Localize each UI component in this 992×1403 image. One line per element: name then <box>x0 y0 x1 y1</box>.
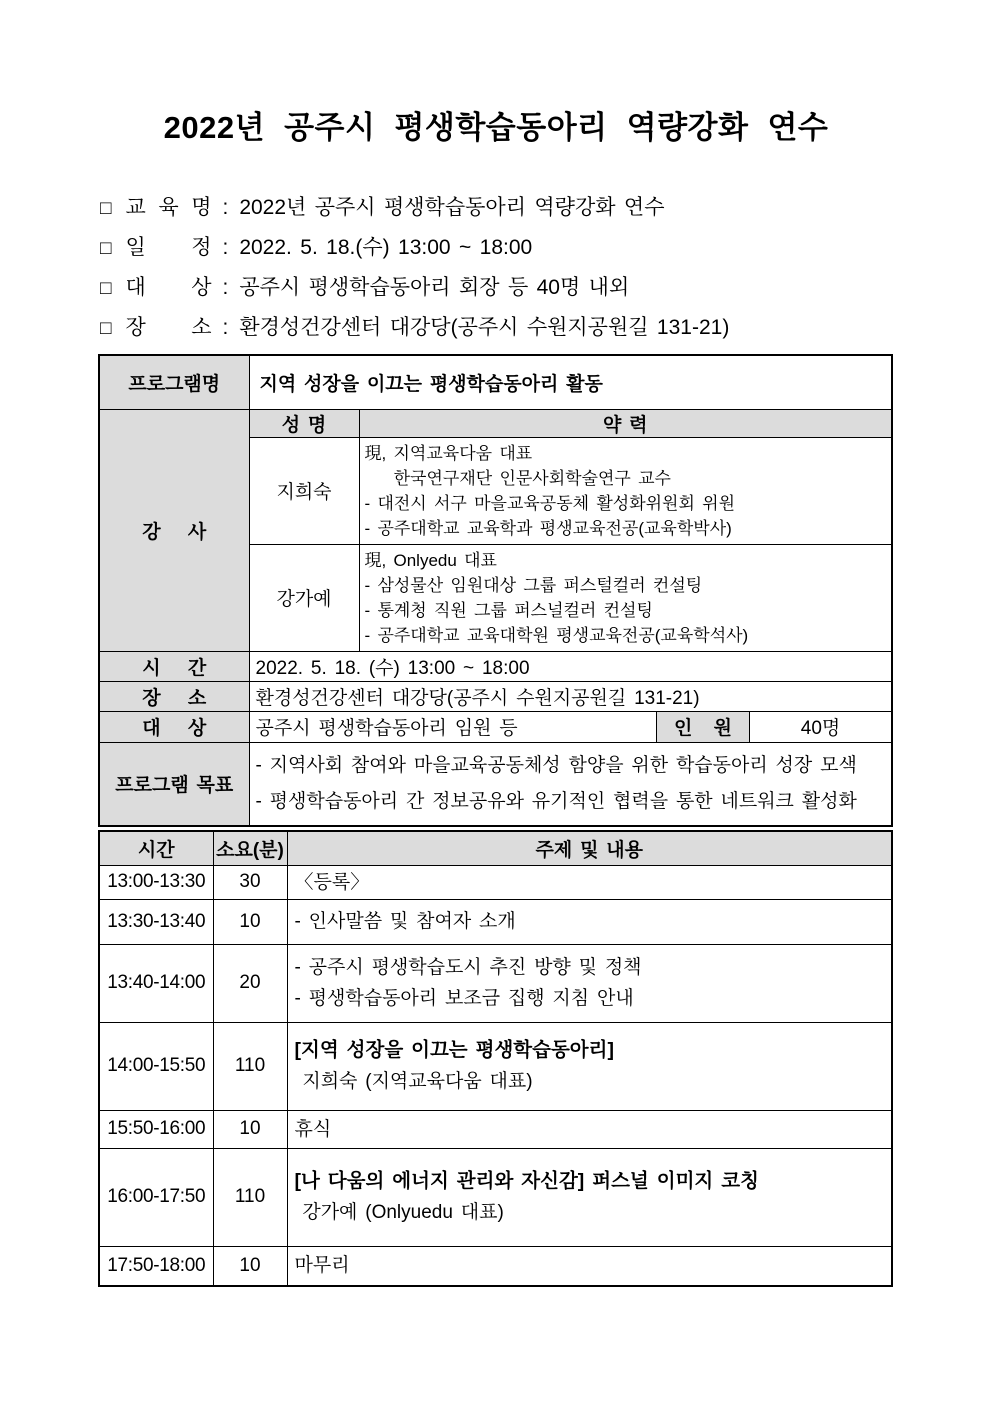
target-label-cell <box>99 711 249 742</box>
page-title: 2022년 공주시 평생학습동아리 역량강화 연수 <box>163 110 829 145</box>
square-bullet-icon: □ <box>100 318 112 339</box>
duration-column-header: 소요(분) <box>213 831 287 865</box>
goal-label-cell: 프로그램 목표 <box>99 742 249 826</box>
place-value-cell <box>249 681 892 711</box>
schedule-content-line: - 인사말씀 및 참여자 소개 <box>294 911 516 932</box>
program-name-label: 프로그램명 <box>99 355 249 409</box>
target-value-text: 공주시 평생학습동아리 임원 등 <box>255 718 518 739</box>
colon-separator: : <box>222 276 229 299</box>
instructor-label: 강 사 <box>142 521 207 543</box>
capacity-label: 인 원 <box>674 718 732 739</box>
schedule-duration: 110 <box>213 1148 287 1246</box>
bio-line: 現, Onlyedu 대표 <box>364 550 497 570</box>
schedule-content <box>287 1246 892 1286</box>
colon-separator: : <box>222 316 229 339</box>
content-column-header: 주제 및 내용 <box>287 831 892 865</box>
schedule-row <box>99 1110 892 1148</box>
schedule-row <box>99 944 892 1022</box>
colon-separator: : <box>222 196 229 219</box>
capacity-label-cell <box>656 712 750 742</box>
bio-line: - 통계청 직원 그룹 퍼스널컬러 컨설팅 <box>364 600 653 620</box>
schedule-content <box>287 899 892 944</box>
intro-label: 일 정 <box>125 236 212 259</box>
schedule-duration: 10 <box>213 1110 287 1148</box>
name-column-header: 성 명 <box>249 409 359 437</box>
schedule-row <box>99 865 892 899</box>
instructor-bio <box>359 544 892 651</box>
intro-label: 장 소 <box>125 316 212 339</box>
goal-value-cell <box>249 742 892 826</box>
schedule-duration: 110 <box>213 1022 287 1110</box>
target-row-cell <box>249 711 892 742</box>
time-label: 시 간 <box>142 657 207 679</box>
intro-value: 환경성건강센터 대강당(공주시 수원지공원길 131-21) <box>239 316 730 339</box>
schedule-content-line: - 공주시 평생학습도시 추진 방향 및 정책 <box>294 957 642 978</box>
schedule-row <box>99 1246 892 1286</box>
time-value-cell <box>249 651 892 681</box>
bio-line: - 대전시 서구 마을교육공동체 활성화위원회 위원 <box>364 493 736 513</box>
square-bullet-icon: □ <box>100 238 112 259</box>
square-bullet-icon: □ <box>100 278 112 299</box>
schedule-time: 16:00-17:50 <box>99 1148 213 1246</box>
time-label-cell <box>99 651 249 681</box>
colon-separator: : <box>222 236 229 259</box>
intro-item-schedule <box>100 228 992 268</box>
schedule-content-line: 마무리 <box>294 1255 350 1277</box>
program-info-table <box>98 354 893 827</box>
intro-value: 공주시 평생학습동아리 회장 등 40명 내외 <box>239 276 630 299</box>
schedule-time: 13:00-13:30 <box>99 865 213 899</box>
schedule-content-line: 휴식 <box>294 1118 332 1140</box>
target-value <box>250 712 657 742</box>
instructor-label-cell <box>99 409 249 651</box>
intro-item-target <box>100 268 992 308</box>
intro-list <box>100 188 992 348</box>
schedule-content <box>287 944 892 1022</box>
schedule-time: 13:30-13:40 <box>99 899 213 944</box>
bio-line: - 공주대학교 교육대학원 평생교육전공(교육학석사) <box>364 625 749 645</box>
schedule-duration: 20 <box>213 944 287 1022</box>
schedule-header-row <box>99 831 892 865</box>
goal-line: - 평생학습동아리 간 정보공유와 유기적인 협력을 통한 네트워크 활성화 <box>255 790 857 812</box>
schedule-duration: 10 <box>213 1246 287 1286</box>
intro-label: 대 상 <box>125 276 212 299</box>
schedule-row <box>99 899 892 944</box>
bio-line: - 삼성물산 임원대상 그룹 퍼스털컬러 컨설팅 <box>364 575 703 595</box>
schedule-time: 13:40-14:00 <box>99 944 213 1022</box>
schedule-session-title: [지역 성장을 이끄는 평생학습동아리] <box>294 1039 614 1061</box>
program-name-value: 지역 성장을 이끄는 평생학습동아리 활동 <box>249 355 892 409</box>
place-label: 장 소 <box>142 687 207 709</box>
capacity-value: 40명 <box>800 718 841 739</box>
place-value: 환경성건강센터 대강당(공주시 수원지공원길 131-21) <box>255 687 700 709</box>
schedule-content-line: 〈등록〉 <box>294 871 370 893</box>
target-label: 대 상 <box>142 718 207 739</box>
schedule-duration: 30 <box>213 865 287 899</box>
square-bullet-icon: □ <box>100 198 112 219</box>
schedule-content <box>287 1148 892 1246</box>
schedule-content-line: 지희숙 (지역교육다움 대표) <box>294 1071 533 1092</box>
instructor-name: 지희숙 <box>249 437 359 544</box>
schedule-content-line: 강가예 (Onlyuedu 대표) <box>294 1202 504 1223</box>
intro-item-place <box>100 308 992 348</box>
schedule-content <box>287 865 892 899</box>
place-label-cell <box>99 681 249 711</box>
time-value: 2022. 5. 18. (수) 13:00 ~ 18:00 <box>255 657 530 679</box>
schedule-table <box>98 830 893 1287</box>
schedule-time: 14:00-15:50 <box>99 1022 213 1110</box>
time-column-header: 시간 <box>99 831 213 865</box>
schedule-row <box>99 1148 892 1246</box>
schedule-content <box>287 1022 892 1110</box>
intro-item-education-name <box>100 188 992 228</box>
schedule-content-line: - 평생학습동아리 보조금 집행 지침 안내 <box>294 988 634 1009</box>
intro-value: 2022. 5. 18.(수) 13:00 ~ 18:00 <box>239 236 533 259</box>
bio-line: 한국연구재단 인문사회학술연구 교수 <box>364 468 671 488</box>
instructor-name: 강가예 <box>249 544 359 651</box>
bio-line: 現, 지역교육다움 대표 <box>364 443 533 463</box>
schedule-time: 15:50-16:00 <box>99 1110 213 1148</box>
bio-line: - 공주대학교 교육학과 평생교육전공(교육학박사) <box>364 518 732 538</box>
schedule-time: 17:50-18:00 <box>99 1246 213 1286</box>
instructor-bio <box>359 437 892 544</box>
intro-label: 교 육 명 <box>125 196 212 219</box>
intro-value: 2022년 공주시 평생학습동아리 역량강화 연수 <box>239 196 665 219</box>
schedule-row <box>99 1022 892 1110</box>
goal-line: - 지역사회 참여와 마을교육공동체성 함양을 위한 학습동아리 성장 모색 <box>255 754 857 776</box>
schedule-duration: 10 <box>213 899 287 944</box>
bio-column-header: 약 력 <box>359 409 892 437</box>
schedule-session-title: [나 다움의 에너지 관리와 자신감] 퍼스널 이미지 코칭 <box>294 1170 759 1192</box>
schedule-content <box>287 1110 892 1148</box>
